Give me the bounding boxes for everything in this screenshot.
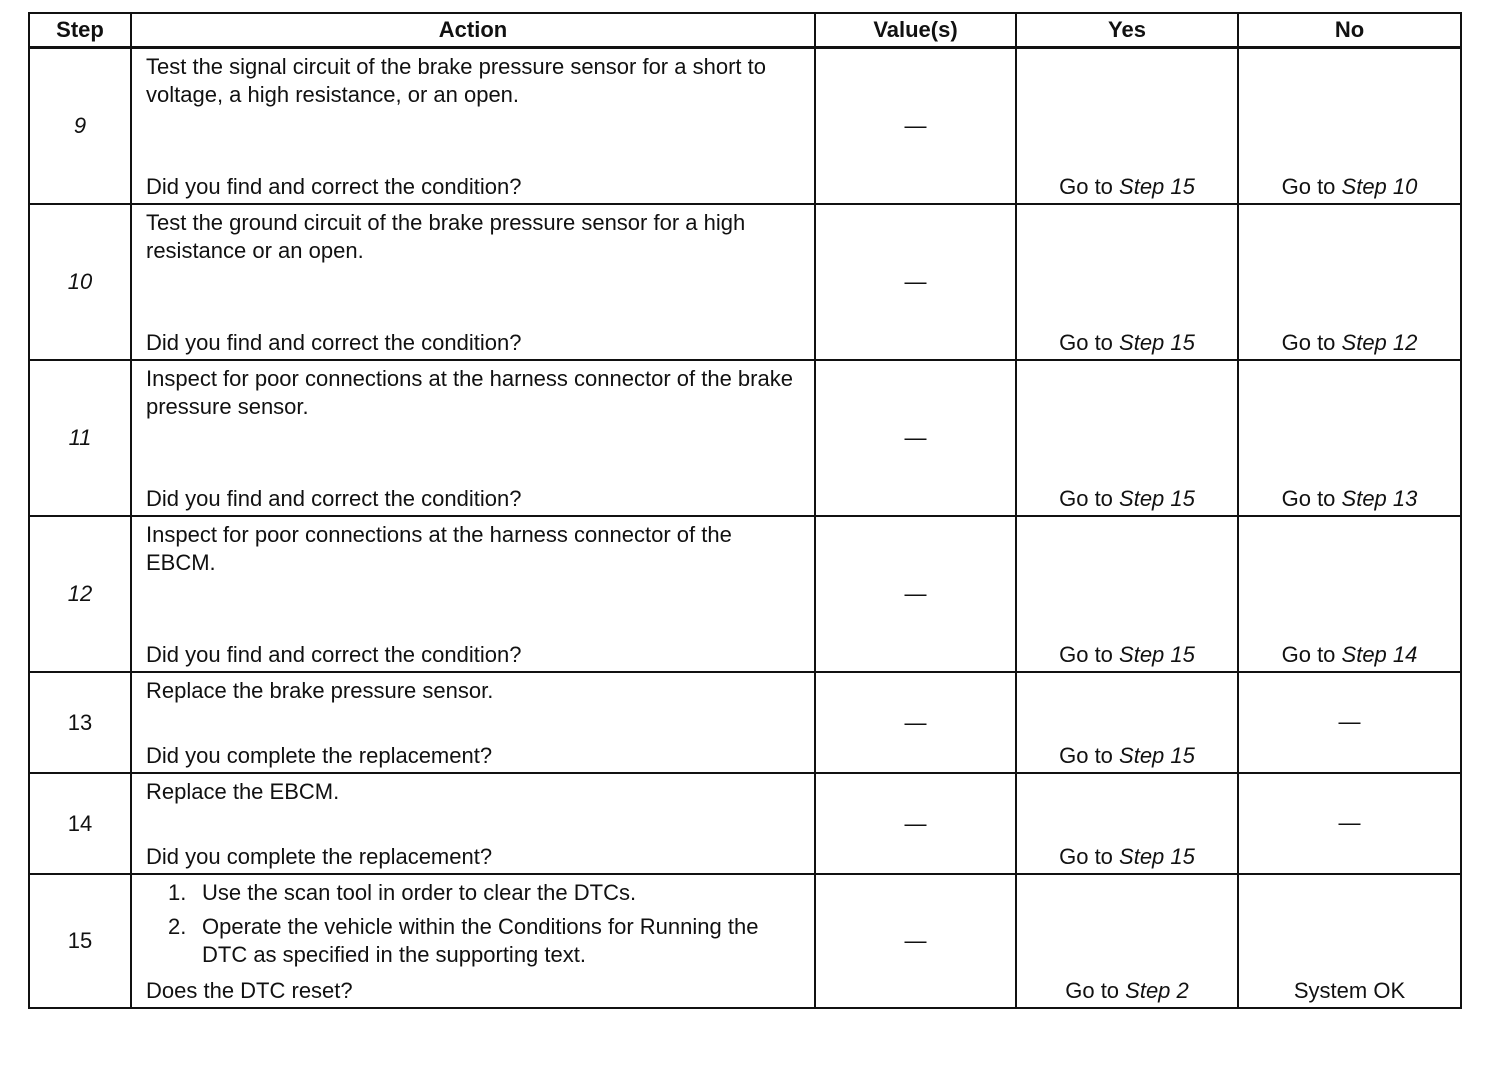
yes-cell (1016, 48, 1238, 205)
yes-cell (1016, 516, 1238, 672)
value-cell: — (815, 360, 1016, 516)
yes-cell (1016, 360, 1238, 516)
yes-prefix: Go to (1059, 174, 1120, 199)
numbered-list (146, 879, 802, 969)
action-question: Did you complete the replacement? (146, 844, 493, 869)
value-cell: — (815, 672, 1016, 773)
yes-prefix: Go to (1059, 743, 1120, 768)
step-number: 11 (29, 360, 131, 516)
action-text: Test the ground circuit of the brake pressure sensor for a high resistance or an open. (146, 210, 746, 263)
no-cell (1238, 204, 1461, 360)
action-cell (131, 516, 815, 672)
no-prefix: Go to (1281, 642, 1342, 667)
list-item-text: Operate the vehicle within the Conditions for Running the DTC as specified in the supporting text. (202, 914, 759, 967)
table-row (29, 204, 1461, 360)
action-question: Did you find and correct the condition? (146, 486, 522, 511)
action-cell (131, 773, 815, 874)
no-prefix: Go to (1281, 330, 1342, 355)
no-step-link: Step 14 (1341, 642, 1418, 667)
yes-step-link: Step 15 (1119, 174, 1195, 199)
action-cell (131, 874, 815, 1008)
action-cell (131, 48, 815, 205)
yes-prefix: Go to (1059, 330, 1120, 355)
no-step-link: Step 12 (1341, 330, 1418, 355)
no-cell: System OK (1238, 874, 1461, 1008)
no-step-link: Step 10 (1341, 174, 1418, 199)
action-text: Test the signal circuit of the brake pressure sensor for a short to voltage, a high resistance, or an open. (146, 54, 766, 107)
action-cell (131, 204, 815, 360)
table-row (29, 874, 1461, 1008)
action-cell (131, 360, 815, 516)
header-no: No (1238, 13, 1461, 48)
no-cell: — (1238, 773, 1461, 874)
list-item-number: 1. (168, 880, 187, 905)
action-question: Did you find and correct the condition? (146, 330, 522, 355)
no-cell: — (1238, 672, 1461, 773)
header-step: Step (29, 13, 131, 48)
yes-step-link: Step 15 (1119, 642, 1195, 667)
yes-cell (1016, 773, 1238, 874)
yes-cell (1016, 672, 1238, 773)
value-cell: — (815, 48, 1016, 205)
list-item (168, 879, 802, 907)
no-cell (1238, 516, 1461, 672)
action-question: Did you complete the replacement? (146, 743, 493, 768)
no-cell (1238, 360, 1461, 516)
yes-step-link: Step 15 (1119, 743, 1195, 768)
header-action: Action (131, 13, 815, 48)
list-item (168, 913, 802, 969)
no-step-link: Step 13 (1341, 486, 1418, 511)
action-text: Inspect for poor connections at the harness connector of the EBCM. (146, 522, 732, 575)
action-cell (131, 672, 815, 773)
action-question: Did you find and correct the condition? (146, 174, 522, 199)
step-number: 9 (29, 48, 131, 205)
table-row (29, 672, 1461, 773)
diagnostic-table (28, 12, 1462, 1009)
value-cell: — (815, 204, 1016, 360)
step-number: 15 (29, 874, 131, 1008)
list-item-text: Use the scan tool in order to clear the DTCs. (202, 880, 637, 905)
yes-cell (1016, 204, 1238, 360)
header-value: Value(s) (815, 13, 1016, 48)
yes-step-link: Step 2 (1125, 978, 1189, 1003)
yes-prefix: Go to (1059, 486, 1120, 511)
yes-prefix: Go to (1065, 978, 1126, 1003)
yes-prefix: Go to (1059, 844, 1120, 869)
yes-prefix: Go to (1059, 642, 1120, 667)
step-number: 12 (29, 516, 131, 672)
yes-cell (1016, 874, 1238, 1008)
step-number: 13 (29, 672, 131, 773)
action-text: Replace the brake pressure sensor. (146, 678, 494, 703)
yes-step-link: Step 15 (1119, 844, 1195, 869)
header-row (29, 13, 1461, 48)
value-cell: — (815, 516, 1016, 672)
step-number: 10 (29, 204, 131, 360)
action-text: Inspect for poor connections at the harness connector of the brake pressure sensor. (146, 366, 793, 419)
action-question: Does the DTC reset? (146, 978, 353, 1003)
step-number: 14 (29, 773, 131, 874)
table-row (29, 360, 1461, 516)
list-item-number: 2. (168, 914, 187, 939)
header-yes: Yes (1016, 13, 1238, 48)
no-prefix: Go to (1281, 174, 1342, 199)
action-text: Replace the EBCM. (146, 779, 340, 804)
table-row (29, 516, 1461, 672)
yes-step-link: Step 15 (1119, 330, 1195, 355)
yes-step-link: Step 15 (1119, 486, 1195, 511)
value-cell: — (815, 773, 1016, 874)
table-row (29, 48, 1461, 205)
no-prefix: Go to (1281, 486, 1342, 511)
action-question: Did you find and correct the condition? (146, 642, 522, 667)
value-cell: — (815, 874, 1016, 1008)
table-row (29, 773, 1461, 874)
no-cell (1238, 48, 1461, 205)
